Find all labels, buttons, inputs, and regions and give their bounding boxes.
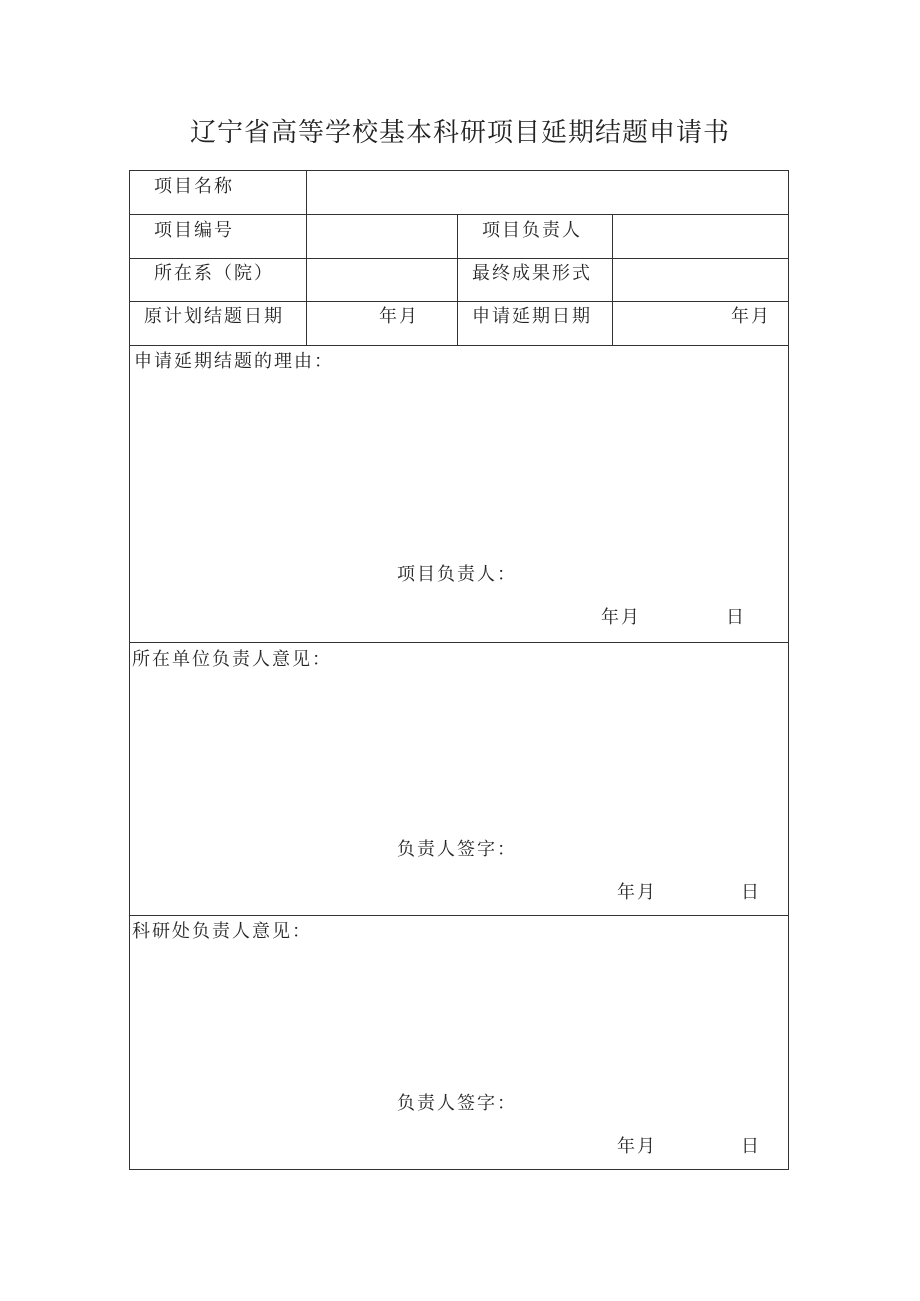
project-name-field[interactable] xyxy=(308,172,788,213)
reason-date-day: 日 xyxy=(726,607,746,628)
research-office-opinion-text-area[interactable] xyxy=(134,947,784,1087)
extension-date-label: 申请延期日期 xyxy=(472,306,592,327)
reason-date-year-month: 年月 xyxy=(601,607,641,628)
reason-signature-label: 项目负责人： xyxy=(397,564,517,585)
column-divider xyxy=(306,171,307,345)
project-name-label: 项目名称 xyxy=(154,176,234,197)
column-divider xyxy=(612,214,613,345)
unit-opinion-date-day: 日 xyxy=(741,882,761,903)
unit-opinion-heading: 所在单位负责人意见： xyxy=(132,649,332,670)
document-title: 辽宁省高等学校基本科研项目延期结题申请书 xyxy=(189,118,730,148)
research-office-signature-label: 负责人签字： xyxy=(397,1093,517,1114)
extension-date-field[interactable]: 年月 xyxy=(731,306,771,327)
research-office-date-day: 日 xyxy=(741,1136,761,1157)
section-divider xyxy=(130,642,788,643)
project-leader-label: 项目负责人 xyxy=(482,220,582,241)
row-divider xyxy=(130,214,788,215)
project-number-label: 项目编号 xyxy=(154,220,234,241)
row-divider xyxy=(130,258,788,259)
final-result-form-field[interactable] xyxy=(614,260,788,300)
row-divider xyxy=(130,301,788,302)
reason-heading: 申请延期结题的理由： xyxy=(134,351,334,372)
column-divider xyxy=(457,214,458,345)
project-leader-field[interactable] xyxy=(614,216,788,257)
department-label: 所在系（院） xyxy=(154,263,274,284)
unit-opinion-text-area[interactable] xyxy=(134,675,784,835)
unit-opinion-signature-label: 负责人签字： xyxy=(397,839,517,860)
research-office-opinion-heading: 科研处负责人意见： xyxy=(132,921,312,942)
final-result-form-label: 最终成果形式 xyxy=(472,263,592,284)
original-end-date-field[interactable]: 年月 xyxy=(379,306,419,327)
section-divider xyxy=(130,915,788,916)
application-form xyxy=(129,170,789,1170)
reason-text-area[interactable] xyxy=(134,377,784,557)
unit-opinion-date-year-month: 年月 xyxy=(617,882,657,903)
row-divider xyxy=(130,345,788,346)
project-number-field[interactable] xyxy=(308,216,456,257)
original-end-date-label: 原计划结题日期 xyxy=(144,306,284,327)
research-office-date-year-month: 年月 xyxy=(617,1136,657,1157)
department-field[interactable] xyxy=(308,260,456,300)
